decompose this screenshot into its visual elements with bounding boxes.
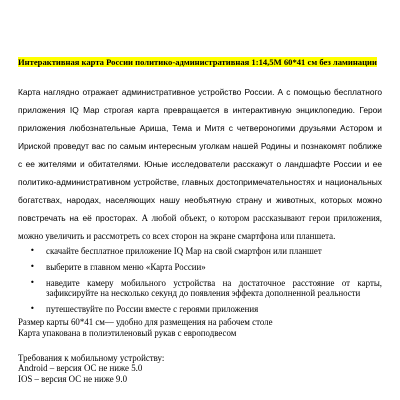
requirements-heading: Требования к мобильному устройству: bbox=[18, 352, 165, 363]
size-and-packaging bbox=[18, 317, 382, 339]
bullet-icon: • bbox=[30, 261, 35, 271]
product-title bbox=[18, 57, 382, 68]
instructions-list bbox=[18, 246, 382, 315]
list-item-text: путешествуйте по России вместе с героями приложения bbox=[46, 304, 259, 315]
product-description bbox=[18, 57, 382, 385]
intro-paragraph bbox=[18, 82, 382, 244]
intro-text-part-1: Карта наглядно отражает административное устройство России. А с помощью бесплатного приложения IQ Map строгая карта превращается в интерактивную энциклопедию. Герои приложения любознательные Ариша, Тема и Митя с четвероногими друзьями Астором и Ириской проведут вас по самым интересным уголкам нашей Родины и познакомят поближе с ее жителями и обитателями. Юные исследователи расскажут о ландшафте России и ее политико-административном устройстве, главных достопримечательностях и национальных богатствах, народах, населяющих нашу необъятную страну и животных, которых можно повстречать на её просторах. bbox=[18, 87, 382, 223]
list-item-text: скачайте бесплатное приложение IQ Map на свой смартфон или планшет bbox=[46, 246, 322, 256]
product-title-text: Интерактивная карта России политико-административная 1:14,5M 60*41 см без ламинации bbox=[18, 57, 377, 67]
device-requirements bbox=[18, 353, 382, 385]
size-line: Размер карты 60*41 см— удобно для размещения на рабочем столе bbox=[18, 316, 273, 327]
list-item bbox=[18, 262, 382, 273]
bullet-icon: • bbox=[30, 246, 35, 255]
packaging-line: Карта упакована в полиэтиленовый рукав с европодвесом bbox=[18, 327, 237, 338]
intro-text-part-2: А любой объект, о котором рассказывают герои приложения, можно увеличить и рассмотреть со всех сторон на экране смартфона или планшета. bbox=[18, 213, 382, 241]
android-requirement: Android – версия ОС не ниже 5.0 bbox=[18, 363, 143, 374]
list-item bbox=[18, 246, 382, 257]
list-item-text: выберите в главном меню «Карта России» bbox=[46, 261, 206, 272]
bullet-icon: • bbox=[30, 304, 35, 314]
ios-requirement: IOS – версия ОС не ниже 9.0 bbox=[18, 374, 128, 385]
list-item-text: наведите камеру мобильного устройства на достаточное расстояние от карты, зафиксируйте на несколько секунд до появления эффекта дополненной реальности bbox=[46, 277, 382, 299]
list-item bbox=[18, 304, 382, 315]
list-item bbox=[18, 278, 382, 300]
bullet-icon: • bbox=[30, 277, 35, 287]
